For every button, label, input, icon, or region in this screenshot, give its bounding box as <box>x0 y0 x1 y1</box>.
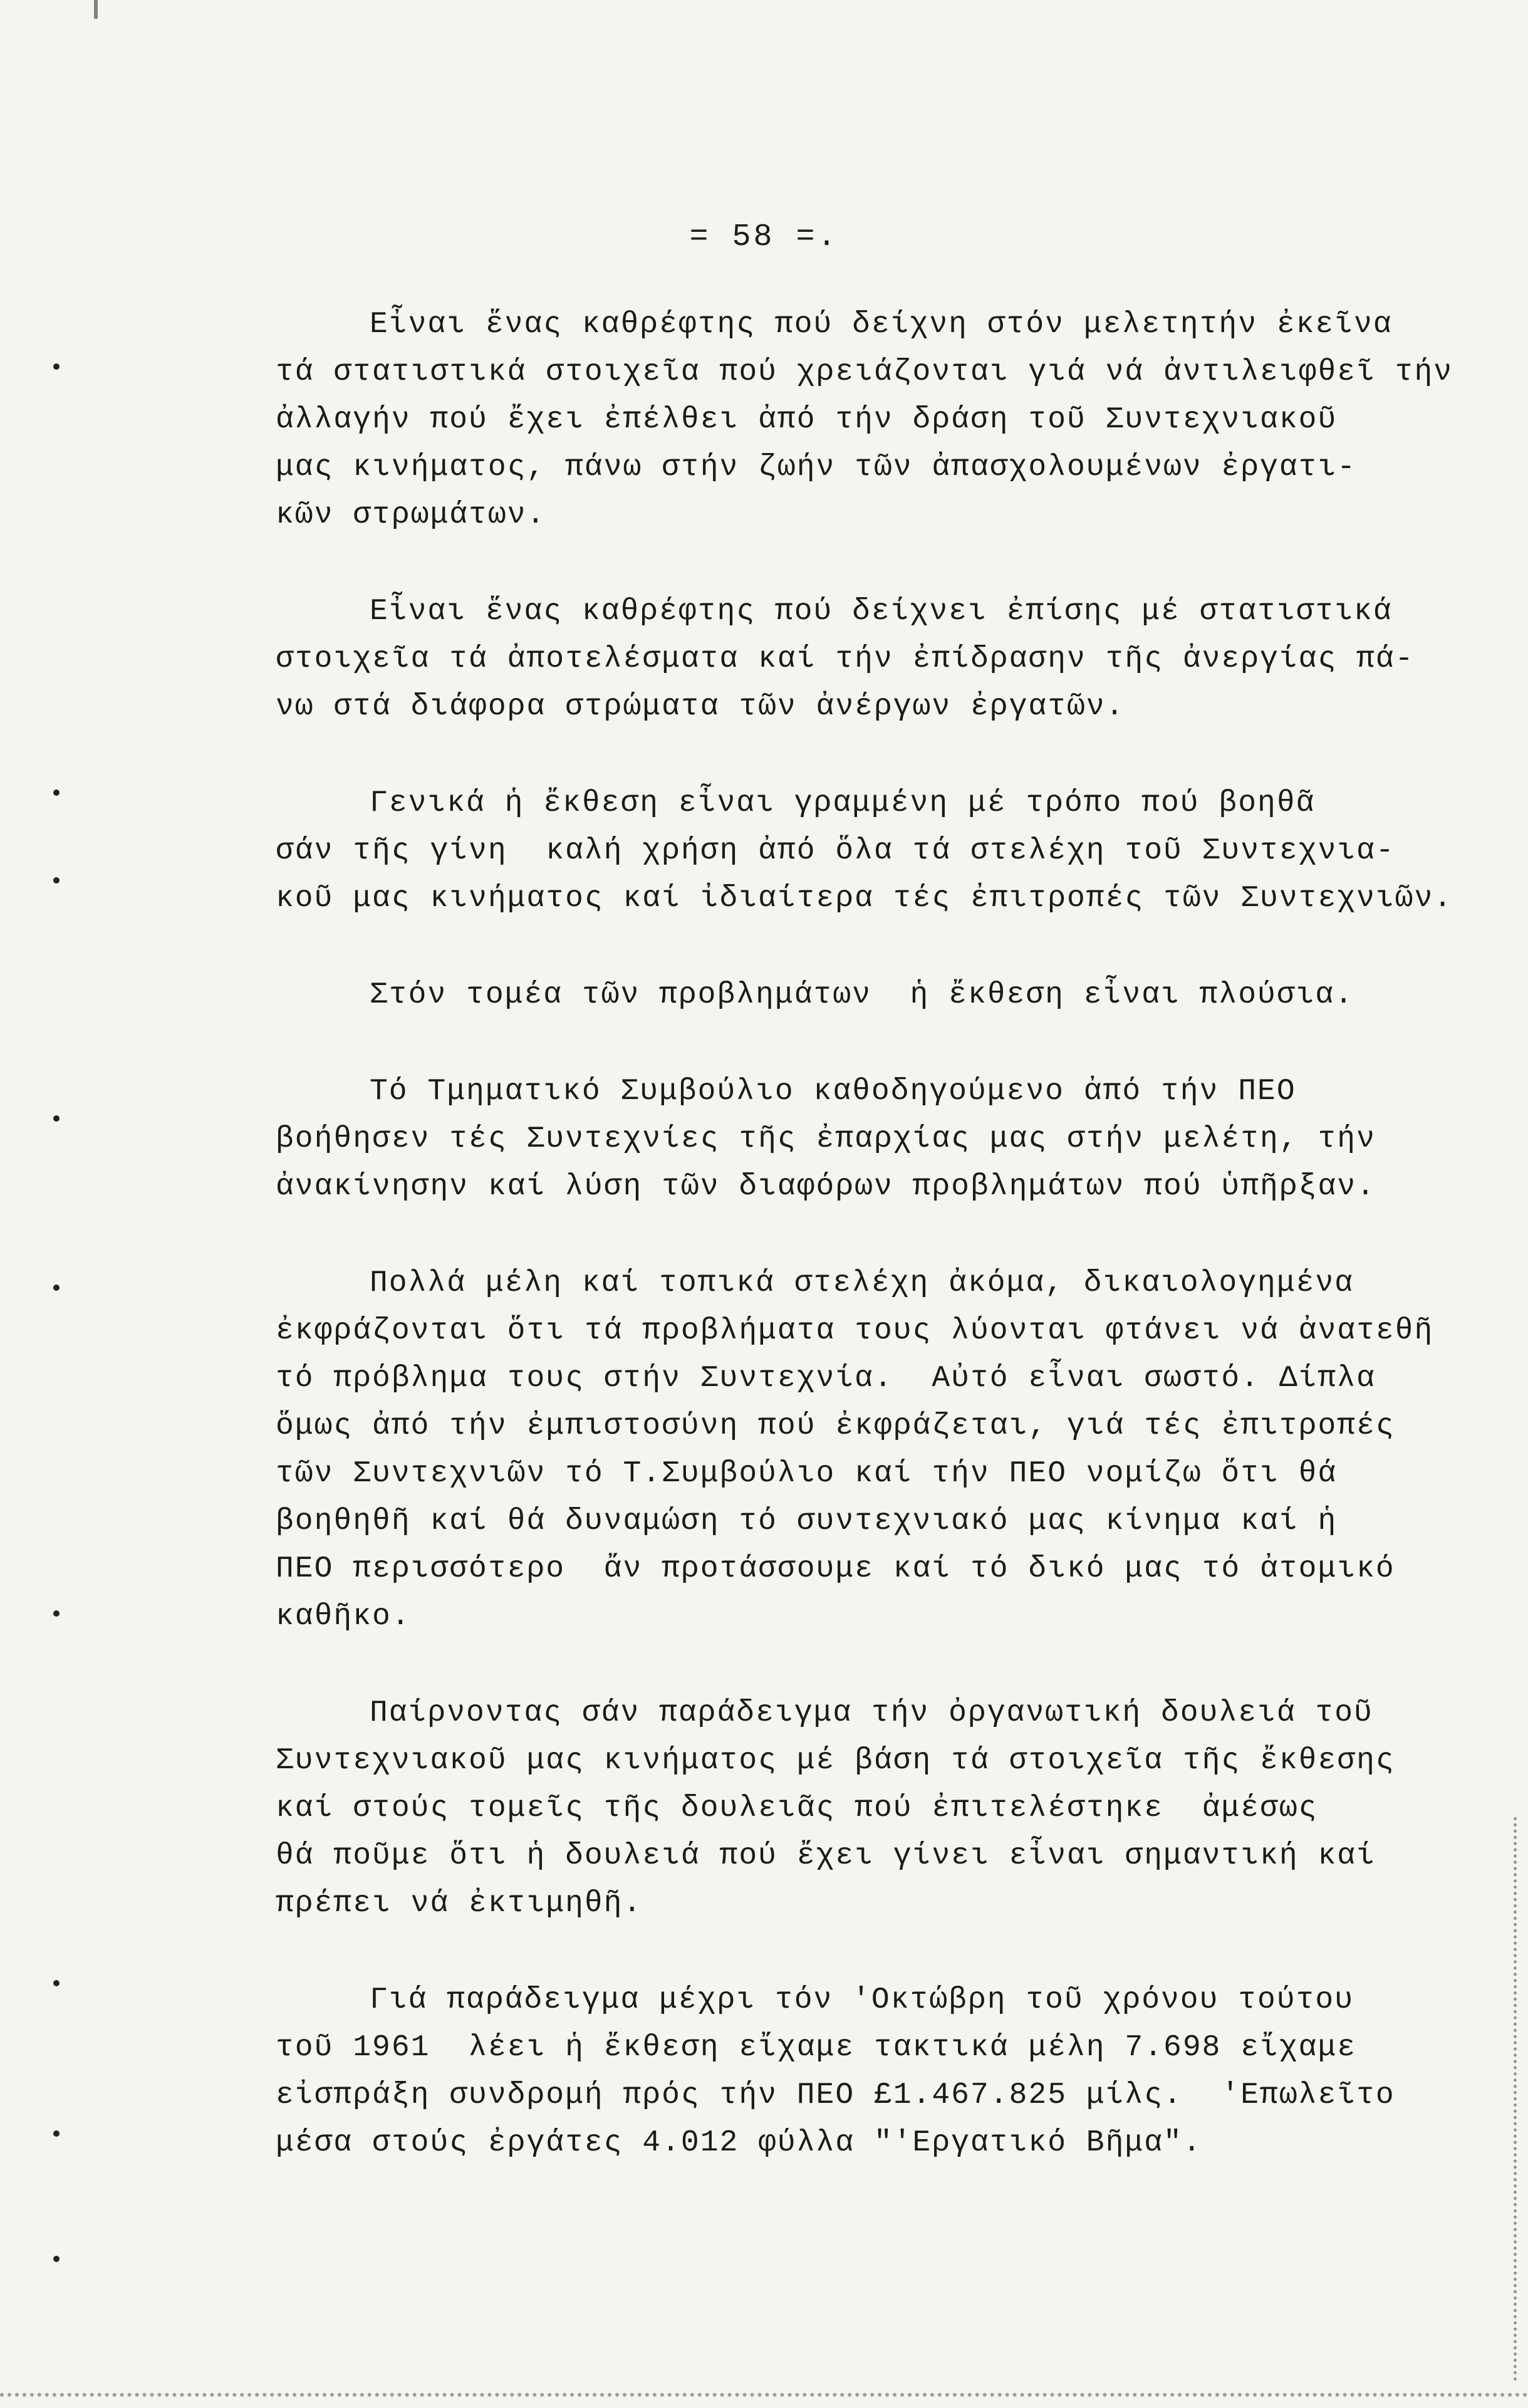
scan-speck <box>53 790 60 796</box>
text-line: μας κινήματος, πάνω στήν ζωήν τῶν ἀπασχολουμένων ἐργατι- <box>276 451 1357 484</box>
scan-edge <box>0 2393 1528 2397</box>
text-line: ἀλλαγήν πού ἔχει ἐπέλθει ἀπό τήν δράση τοῦ Συντεχνιακοῦ <box>276 403 1338 437</box>
paragraph <box>276 1259 1441 1640</box>
text-line: κῶν στρωμάτων. <box>276 498 546 532</box>
text-line: τοῦ 1961 λέει ἡ ἔκθεση εἴχαμε τακτικά μέλη 7.698 εἴχαμε <box>276 2031 1357 2065</box>
text-line: Εἶναι ἕνας καθρέφτης πού δείχνει ἐπίσης μέ στατιστικά <box>370 595 1393 628</box>
text-line: Γιά παράδειγμα μέχρι τόν 'Οκτώβρη τοῦ χρόνου τούτου <box>370 1983 1354 2017</box>
text-line: σάν τῆς γίνη καλή χρήση ἀπό ὅλα τά στελέχη τοῦ Συντεχνια- <box>276 834 1395 868</box>
paragraph <box>276 301 1453 539</box>
text-line: Συντεχνιακοῦ μας κινήματος μέ βάση τά στοιχεῖα τῆς ἔκθεσης <box>276 1744 1395 1778</box>
paragraph <box>276 1068 1441 1211</box>
paragraph <box>276 971 1441 1019</box>
text-line: τό πρόβλημα τους στήν Συντεχνία. Αὐτό εἶναι σωστό. Δίπλα <box>276 1362 1376 1395</box>
scan-speck <box>53 2256 60 2262</box>
paragraph <box>276 779 1453 922</box>
text-line: βοήθησεν τές Συντεχνίες τῆς ἐπαρχίας μας στήν μελέτη, τήν <box>276 1122 1376 1156</box>
document-body <box>276 301 1453 2216</box>
text-line: Εἶναι ἕνας καθρέφτης πού δείχνη στόν μελετητήν ἐκεῖνα <box>370 308 1393 341</box>
page-number: = 58 =. <box>689 219 839 255</box>
text-line: ἐκφράζονται ὅτι τά προβλήματα τους λύονται φτάνει νά ἀνατεθῆ <box>276 1314 1434 1348</box>
paragraph <box>276 1689 1441 1927</box>
paragraph <box>276 588 1441 731</box>
scan-speck <box>53 1610 60 1617</box>
text-line: θά ποῦμε ὅτι ἡ δουλειά πού ἔχει γίνει εἶναι σημαντική καί <box>276 1839 1376 1873</box>
text-line: τῶν Συντεχνιῶν τό Τ.Συμβούλιο καί τήν ΠΕΟ νομίζω ὅτι θά <box>276 1457 1338 1491</box>
text-line: ἀνακίνησην καί λύση τῶν διαφόρων προβλημάτων πού ὑπῆρξαν. <box>276 1170 1376 1204</box>
text-line: καί στούς τομεῖς τῆς δουλειᾶς πού ἐπιτελέστηκε ἀμέσως <box>276 1791 1318 1825</box>
scan-speck <box>53 1980 60 1986</box>
text-line: Πολλά μέλη καί τοπικά στελέχη ἀκόμα, δικαιολογημένα <box>370 1266 1354 1300</box>
scan-speck <box>53 877 60 883</box>
scan-mark <box>94 0 98 19</box>
text-line: κοῦ μας κινήματος καί ἰδιαίτερα τές ἐπιτροπές τῶν Συντεχνιῶν. <box>276 882 1453 915</box>
text-line: Τό Τμηματικό Συμβούλιο καθοδηγούμενο ἀπό τήν ΠΕΟ <box>370 1075 1296 1108</box>
scan-speck <box>53 1115 60 1122</box>
text-line: Παίρνοντας σάν παράδειγμα τήν ὀργανωτική δουλειά τοῦ <box>370 1696 1373 1730</box>
scan-edge <box>1514 1817 1517 2381</box>
text-line: μέσα στούς ἐργάτες 4.012 φύλλα "'Εργατικό Βῆμα". <box>276 2126 1202 2160</box>
text-line: πρέπει νά ἐκτιμηθῆ. <box>276 1887 643 1921</box>
scan-speck <box>53 363 60 370</box>
paragraph <box>276 1976 1441 2167</box>
text-line: καθῆκο. <box>276 1600 411 1634</box>
text-line: βοηθηθῆ καί θά δυναμώση τό συντεχνιακό μας κίνημα καί ἡ <box>276 1504 1338 1538</box>
text-line: εἰσπράξη συνδρομή πρός τήν ΠΕΟ £1.467.825 μίλς. 'Επωλεῖτο <box>276 2078 1395 2112</box>
scan-speck <box>53 1285 60 1291</box>
text-line: Στόν τομέα τῶν προβλημάτων ἡ ἔκθεση εἶναι πλούσια. <box>370 978 1354 1012</box>
text-line: νω στά διάφορα στρώματα τῶν ἀνέργων ἐργατῶν. <box>276 690 1125 724</box>
text-line: Γενικά ἡ ἔκθεση εἶναι γραμμένη μέ τρόπο πού βοηθᾶ <box>370 786 1316 820</box>
text-line: ΠΕΟ περισσότερο ἄν προτάσσουμε καί τό δικό μας τό ἀτομικό <box>276 1552 1395 1586</box>
text-line: στοιχεῖα τά ἀποτελέσματα καί τήν ἐπίδρασην τῆς ἀνεργίας πά- <box>276 642 1415 676</box>
scan-speck <box>53 2130 60 2137</box>
text-line: ὅμως ἀπό τήν ἐμπιστοσύνη πού ἐκφράζεται, γιά τές ἐπιτροπές <box>276 1409 1395 1443</box>
text-line: τά στατιστικά στοιχεῖα πού χρειάζονται γιά νά ἀντιλειφθεῖ τήν <box>276 355 1453 389</box>
